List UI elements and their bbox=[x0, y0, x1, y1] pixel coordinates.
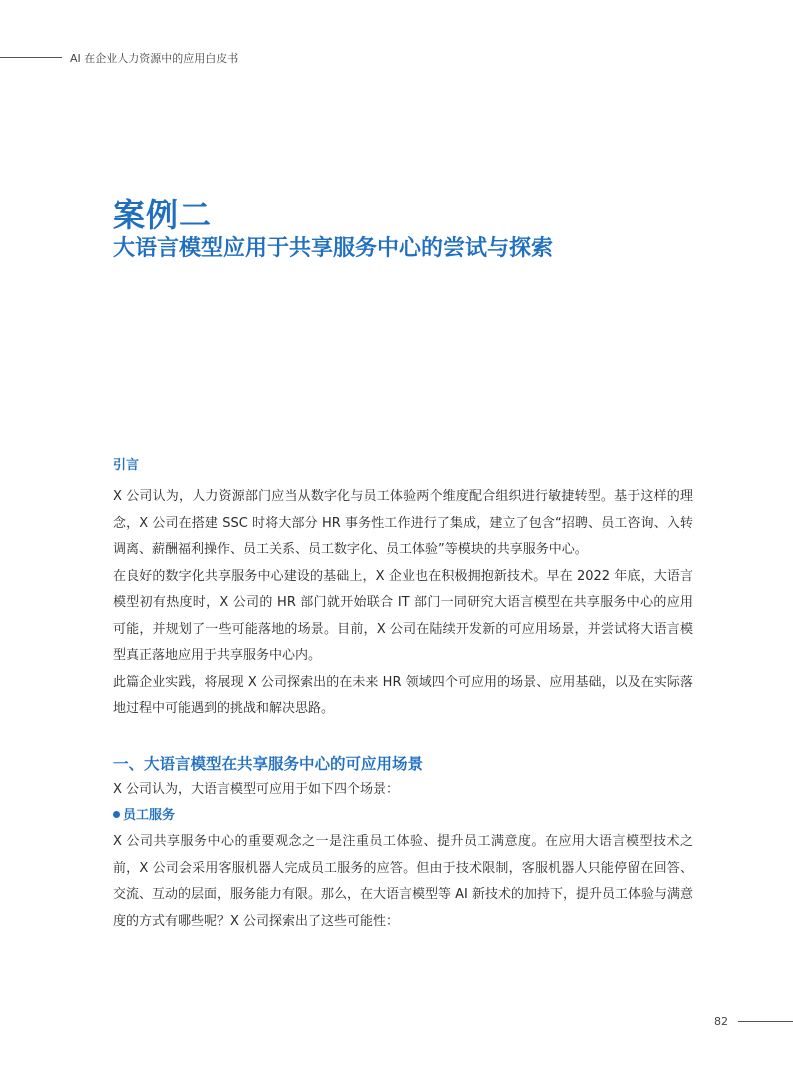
page-number: 82 bbox=[714, 1015, 728, 1028]
footer-rule bbox=[738, 1021, 793, 1022]
running-header: AI 在企业人力资源中的应用白皮书 bbox=[70, 52, 239, 65]
section-lead: X 公司认为，大语言模型可应用于如下四个场景： bbox=[113, 781, 400, 797]
bullet-dot-icon bbox=[113, 811, 120, 818]
body-content bbox=[113, 456, 693, 935]
sub-item-employee-service bbox=[113, 803, 693, 829]
intro-paragraph-1: X 公司认为，人力资源部门应当从数字化与员工体验两个维度配合组织进行敏捷转型。基于这样的理念，X 公司在搭建 SSC 时将大部分 HR 事务性工作进行了集成，建立了包含“招聘、员工咨询、入转调离、薪酬福利操作、员工关系、员工数字化、员工体验”等模块的共享服务中心。 bbox=[113, 489, 693, 557]
intro-paragraph-3: 此篇企业实践，将展现 X 公司探索出的在未来 HR 领域四个可应用的场景、应用基础，以及在实际落地过程中可能遇到的挑战和解决思路。 bbox=[113, 674, 693, 716]
case-title: 案例二 bbox=[113, 196, 213, 234]
sub-item-label: 员工服务 bbox=[123, 808, 176, 823]
header-rule bbox=[0, 57, 62, 58]
case-subtitle: 大语言模型应用于共享服务中心的尝试与探索 bbox=[113, 236, 554, 261]
intro-label: 引言 bbox=[113, 458, 140, 473]
intro-paragraph-2: 在良好的数字化共享服务中心建设的基础上，X 企业也在积极拥抱新技术。早在 2022 年底，大语言模型初有热度时，X 公司的 HR 部门就开始联合 IT 部门一同研究大语言模型在共享服务中心的应用可能，并规划了一些可能落地的场景。目前，X 公司在陆续开发新的可应用场景，并尝试将大语言模型真正落地应用于共享服务中心内。 bbox=[113, 568, 693, 663]
section-paragraph: X 公司共享服务中心的重要观念之一是注重员工体验、提升员工满意度。在应用大语言模型技术之前，X 公司会采用客服机器人完成员工服务的应答。但由于技术限制，客服机器人只能停留在回答、交流、互动的层面，服务能力有限。那么，在大语言模型等 AI 新技术的加持下，提升员工体验与满意度的方式有哪些呢？X 公司探索出了这些可能性： bbox=[113, 834, 693, 929]
section-heading: 一、大语言模型在共享服务中心的可应用场景 bbox=[113, 754, 424, 773]
